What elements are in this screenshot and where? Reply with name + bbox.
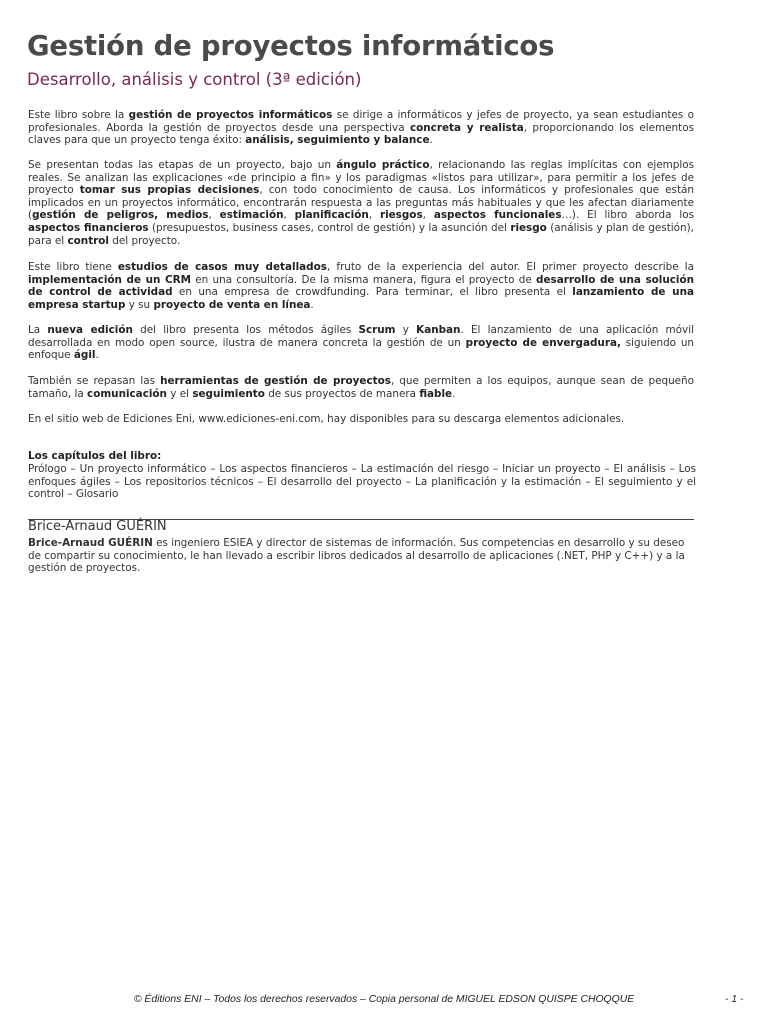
emphasis-text: ágil [73,349,96,362]
body-text-run: En el sitio web de Ediciones Eni, www.ediciones-eni.com, hay disponibles para su descarga elementos adicionales. [28,413,625,425]
body-text-run: También se repasan las [28,375,161,387]
author-bio-name: Brice-Arnaud GUÉRIN [28,537,153,549]
emphasis-text: seguimiento [192,387,265,400]
body-text-run: . [452,387,456,400]
body-text-run: La [28,324,48,336]
author-bio-text: es ingeniero ESIEA y director de sistemas de información. Sus competencias en desarrollo y su deseo de compartir su conocimiento, le han llevado a escribir libros dedicados al desarrollo de aplicaciones (.NET, PHP y C++) y a la gestión de proyectos. [28,537,685,575]
paragraph-tools [28,375,694,400]
emphasis-text: Scrum [358,324,396,336]
body-text-run: y [395,324,417,336]
body-text-run: de sus proyectos de manera [264,387,420,400]
emphasis-text: análisis, seguimiento y balance [245,134,430,147]
page-subtitle: Desarrollo, análisis y control (3ª edición) [27,70,362,89]
author-bio [28,537,694,575]
body-text-run: del libro presenta los métodos ágiles [132,324,359,336]
emphasis-text: gestión de peligros, medios [32,209,209,222]
body-text-run: se dirige a informáticos y jefes de proyecto, ya sean estudiantes o profesionales. Aborda la gestión de proyectos desde una perspectiva [28,109,695,134]
body-text-run: , que permiten a los equipos, aunque sean de pequeño tamaño, la [28,375,694,400]
emphasis-text: lanzamiento de una empresa startup [28,286,694,311]
emphasis-text: herramientas de gestión de proyectos [160,375,391,387]
body-text-run: Este libro sobre la [28,109,129,121]
body-text-run: (análisis y plan de gestión), para el [28,221,694,247]
emphasis-text: estudios de casos muy detallados [117,261,327,273]
body-text-run: , [208,209,220,222]
emphasis-text: estimación [219,209,284,222]
emphasis-text: concreta y realista [409,121,524,134]
body-text-run: Se presentan todas las etapas de un proyecto, bajo un [28,159,337,171]
body-text-run: …). El libro aborda los [561,209,694,222]
paragraph-intro [28,109,694,147]
emphasis-text: riesgo [510,221,547,234]
emphasis-text: implementación de un CRM [28,273,191,286]
emphasis-text: proyecto de venta en línea [153,298,311,311]
emphasis-text: ángulo práctico [336,159,430,171]
emphasis-text: tomar sus propias decisiones [79,184,260,197]
emphasis-text: Kanban [416,324,461,336]
emphasis-text: riesgos [379,209,423,222]
body-text-run: , relacionando las reglas implícitas con ejemplos reales. Se analizan las explicaciones «de principio a fin» y los paradigmas «listos para utilizar», para permitir a los jefes de proyecto [28,159,694,197]
emphasis-text: proyecto de envergadura, [465,336,621,349]
paragraph-stages [28,159,694,247]
body-text-run: en una empresa de crowdfunding. Para terminar, el libro presenta el [172,286,573,299]
author-name: Brice-Arnaud GUÉRIN [28,519,167,534]
body-text-run: . El lanzamiento de una aplicación móvil desarrollada en modo open source, ilustra de manera concreta la gestión de un [28,324,694,349]
emphasis-text: nueva edición [47,324,133,336]
paragraph-case-studies [28,261,694,311]
emphasis-text: gestión de proyectos informáticos [128,109,333,121]
emphasis-text: aspectos financieros [28,221,149,234]
emphasis-text: fiable [419,387,453,400]
body-text-run: . [429,134,433,147]
body-text-run: siguiendo un enfoque [28,336,695,362]
body-text-run: en una consultoría. De la misma manera, figura el proyecto de [191,273,537,286]
paragraph-new-edition [28,324,694,362]
body-text-run: , fruto de la experiencia del autor. El primer proyecto describe la [326,261,694,273]
page-title: Gestión de proyectos informáticos [27,30,555,62]
paragraph-website [28,413,694,426]
footer-copyright: © Éditions ENI – Todos los derechos reservados – Copia personal de MIGUEL EDSON QUISPE CHOQQUE [133,994,635,1005]
emphasis-text: desarrollo de una solución de control de actividad [28,273,694,299]
chapters-list: Prólogo – Un proyecto informático – Los aspectos financieros – La estimación del riesgo – Iniciar un proyecto – El análisis – Los enfoques ágiles – Los repositorios técnicos – El desarrollo del proyecto – La planificación y la estimación – El seguimiento y el control – Glosario [28,463,696,501]
emphasis-text: aspectos funcionales [433,209,562,222]
body-text-run: del proyecto. [109,234,181,247]
body-text-run: y el [166,387,193,400]
body-text-run: , con todo conocimiento de causa. Los informáticos y profesionales que están implicados en un proyectos informático, encontrarán respuesta a las preguntas más habituales y que les afectan diariamente ( [28,184,694,222]
body-text-run: , [283,209,295,222]
body-text-run: (presupuestos, business cases, control de gestión) y la asunción del [148,221,511,234]
body-text-run: , proporcionando los elementos claves para que un proyecto tenga éxito: [28,121,694,147]
emphasis-text: comunicación [87,387,167,400]
page-number: - 1 - [725,994,744,1005]
emphasis-text: planificación [294,209,369,222]
body-text-run: . [95,349,99,362]
body-text-run: , [368,209,380,222]
body-text-run: . [310,298,314,311]
emphasis-text: control [67,234,109,247]
body-text-run: y su [125,298,154,311]
body-text-run: Este libro tiene [28,261,118,273]
body-text-run: , [422,209,434,222]
chapters-heading: Los capítulos del libro: [28,450,162,462]
